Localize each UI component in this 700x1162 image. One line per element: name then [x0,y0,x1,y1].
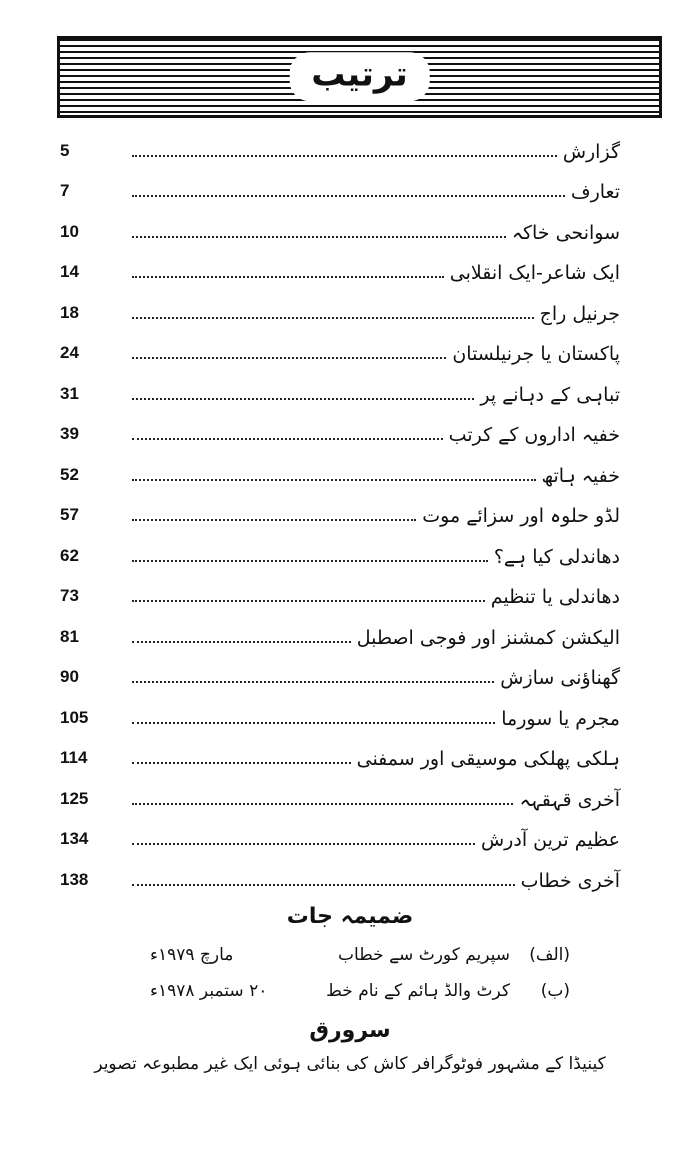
toc-dot-leader [132,640,351,643]
toc-entry [60,163,620,204]
toc-dot-leader [132,559,488,562]
toc-page-number: 105 [60,707,89,727]
appendix-item [150,980,570,1001]
table-of-contents [60,122,620,892]
toc-entry [60,770,620,811]
toc-page-number: 7 [60,181,70,200]
toc-entry [60,325,620,366]
toc-entry [60,730,620,771]
toc-entry [60,649,620,690]
appendix-date: ۲۰ ستمبر ۱۹۷۸ء [150,981,268,1001]
toc-chapter-title: سوانحی خاکہ [511,221,620,244]
toc-dot-leader [132,599,485,602]
toc-page-number: 57 [60,505,79,524]
toc-dot-leader [132,194,565,197]
toc-dot-leader [132,316,534,319]
toc-page-number: 24 [60,343,79,362]
toc-chapter-title: دھاندلی کیا ہے؟ [493,545,620,568]
toc-page-number: 62 [60,545,79,565]
toc-entry [60,568,620,609]
toc-chapter-title: پاکستان یا جرنیلستان [452,343,620,365]
toc-chapter-title: خفیہ ہاتھ [541,464,620,487]
toc-dot-leader [132,235,506,238]
toc-dot-leader [132,154,557,157]
toc-entry [60,446,620,487]
toc-dot-leader [132,680,494,683]
toc-chapter-title: عظیم ترین آدرش [480,829,620,851]
toc-entry [60,284,620,325]
toc-dot-leader [132,397,474,400]
toc-entry [60,203,620,244]
toc-dot-leader [132,721,495,724]
toc-page-number: 5 [60,140,70,160]
toc-dot-leader [132,842,475,845]
toc-entry [60,365,620,406]
toc-chapter-title: جرنیل راج [539,302,620,325]
toc-dot-leader [132,883,515,886]
toc-page-number: 18 [60,302,79,322]
toc-chapter-title: ہلکی پھلکی موسیقی اور سمفنی [356,748,620,770]
toc-entry [60,527,620,568]
toc-entry [60,608,620,649]
header-banner [57,36,662,118]
appendix-item [150,944,570,965]
toc-chapter-title: آخری خطاب [520,869,620,892]
toc-page-number: 125 [60,788,89,808]
toc-page-number: 73 [60,586,79,605]
toc-chapter-title: مجرم یا سورما [501,707,620,730]
toc-chapter-title: الیکشن کمشنز اور فوجی اصطبل [356,626,620,649]
appendix-label: (الف) [529,945,570,965]
toc-chapter-title: تباہی کے دہانے پر [480,383,620,406]
toc-dot-leader [132,275,444,278]
toc-page-number: 90 [60,667,79,686]
cover-caption: کینیڈا کے مشہور فوٹوگرافر کاش کی بنائی ہوئی ایک غیر مطبوعہ تصویر [94,1054,606,1074]
appendix-title: سپریم کورٹ سے خطاب [338,945,510,965]
toc-entry [60,406,620,447]
toc-dot-leader [132,437,443,440]
toc-page-number: 10 [60,221,79,241]
toc-dot-leader [132,761,351,764]
toc-chapter-title: دھاندلی یا تنظیم [490,586,620,608]
appendix-title: کرٹ والڈ ہائم کے نام خط [326,981,510,1001]
toc-entry [60,851,620,892]
toc-chapter-title: تعارف [570,181,620,203]
toc-chapter-title: آخری قہقہہ [519,788,620,811]
page-title: ترتیب [289,52,430,101]
toc-page-number: 52 [60,464,79,484]
toc-page-number: 39 [60,424,79,443]
toc-chapter-title: گھناؤنی سازش [500,667,620,689]
toc-page-number: 114 [60,748,88,767]
toc-dot-leader [132,802,513,805]
toc-dot-leader [132,518,416,521]
toc-page-number: 134 [60,829,89,848]
toc-chapter-title: خفیہ اداروں کے کرتب [448,424,620,446]
toc-entry [60,811,620,852]
toc-page-number: 138 [60,869,89,889]
appendix-date: مارچ ۱۹۷۹ء [150,945,234,965]
toc-page-number: 14 [60,262,79,281]
toc-entry [60,244,620,285]
toc-chapter-title: گزارش [562,140,620,163]
toc-page-number: 81 [60,626,79,646]
cover-heading: سرورق [309,1018,391,1043]
toc-page-number: 31 [60,383,79,403]
appendix-label: (ب) [540,981,570,1001]
appendix-heading: ضمیمہ جات [286,904,414,929]
toc-entry [60,689,620,730]
toc-entry [60,122,620,163]
toc-dot-leader [132,356,446,359]
toc-chapter-title: لڈو حلوہ اور سزائے موت [422,505,620,527]
toc-chapter-title: ایک شاعر-ایک انقلابی [449,262,620,284]
toc-entry [60,487,620,528]
toc-dot-leader [132,478,536,481]
